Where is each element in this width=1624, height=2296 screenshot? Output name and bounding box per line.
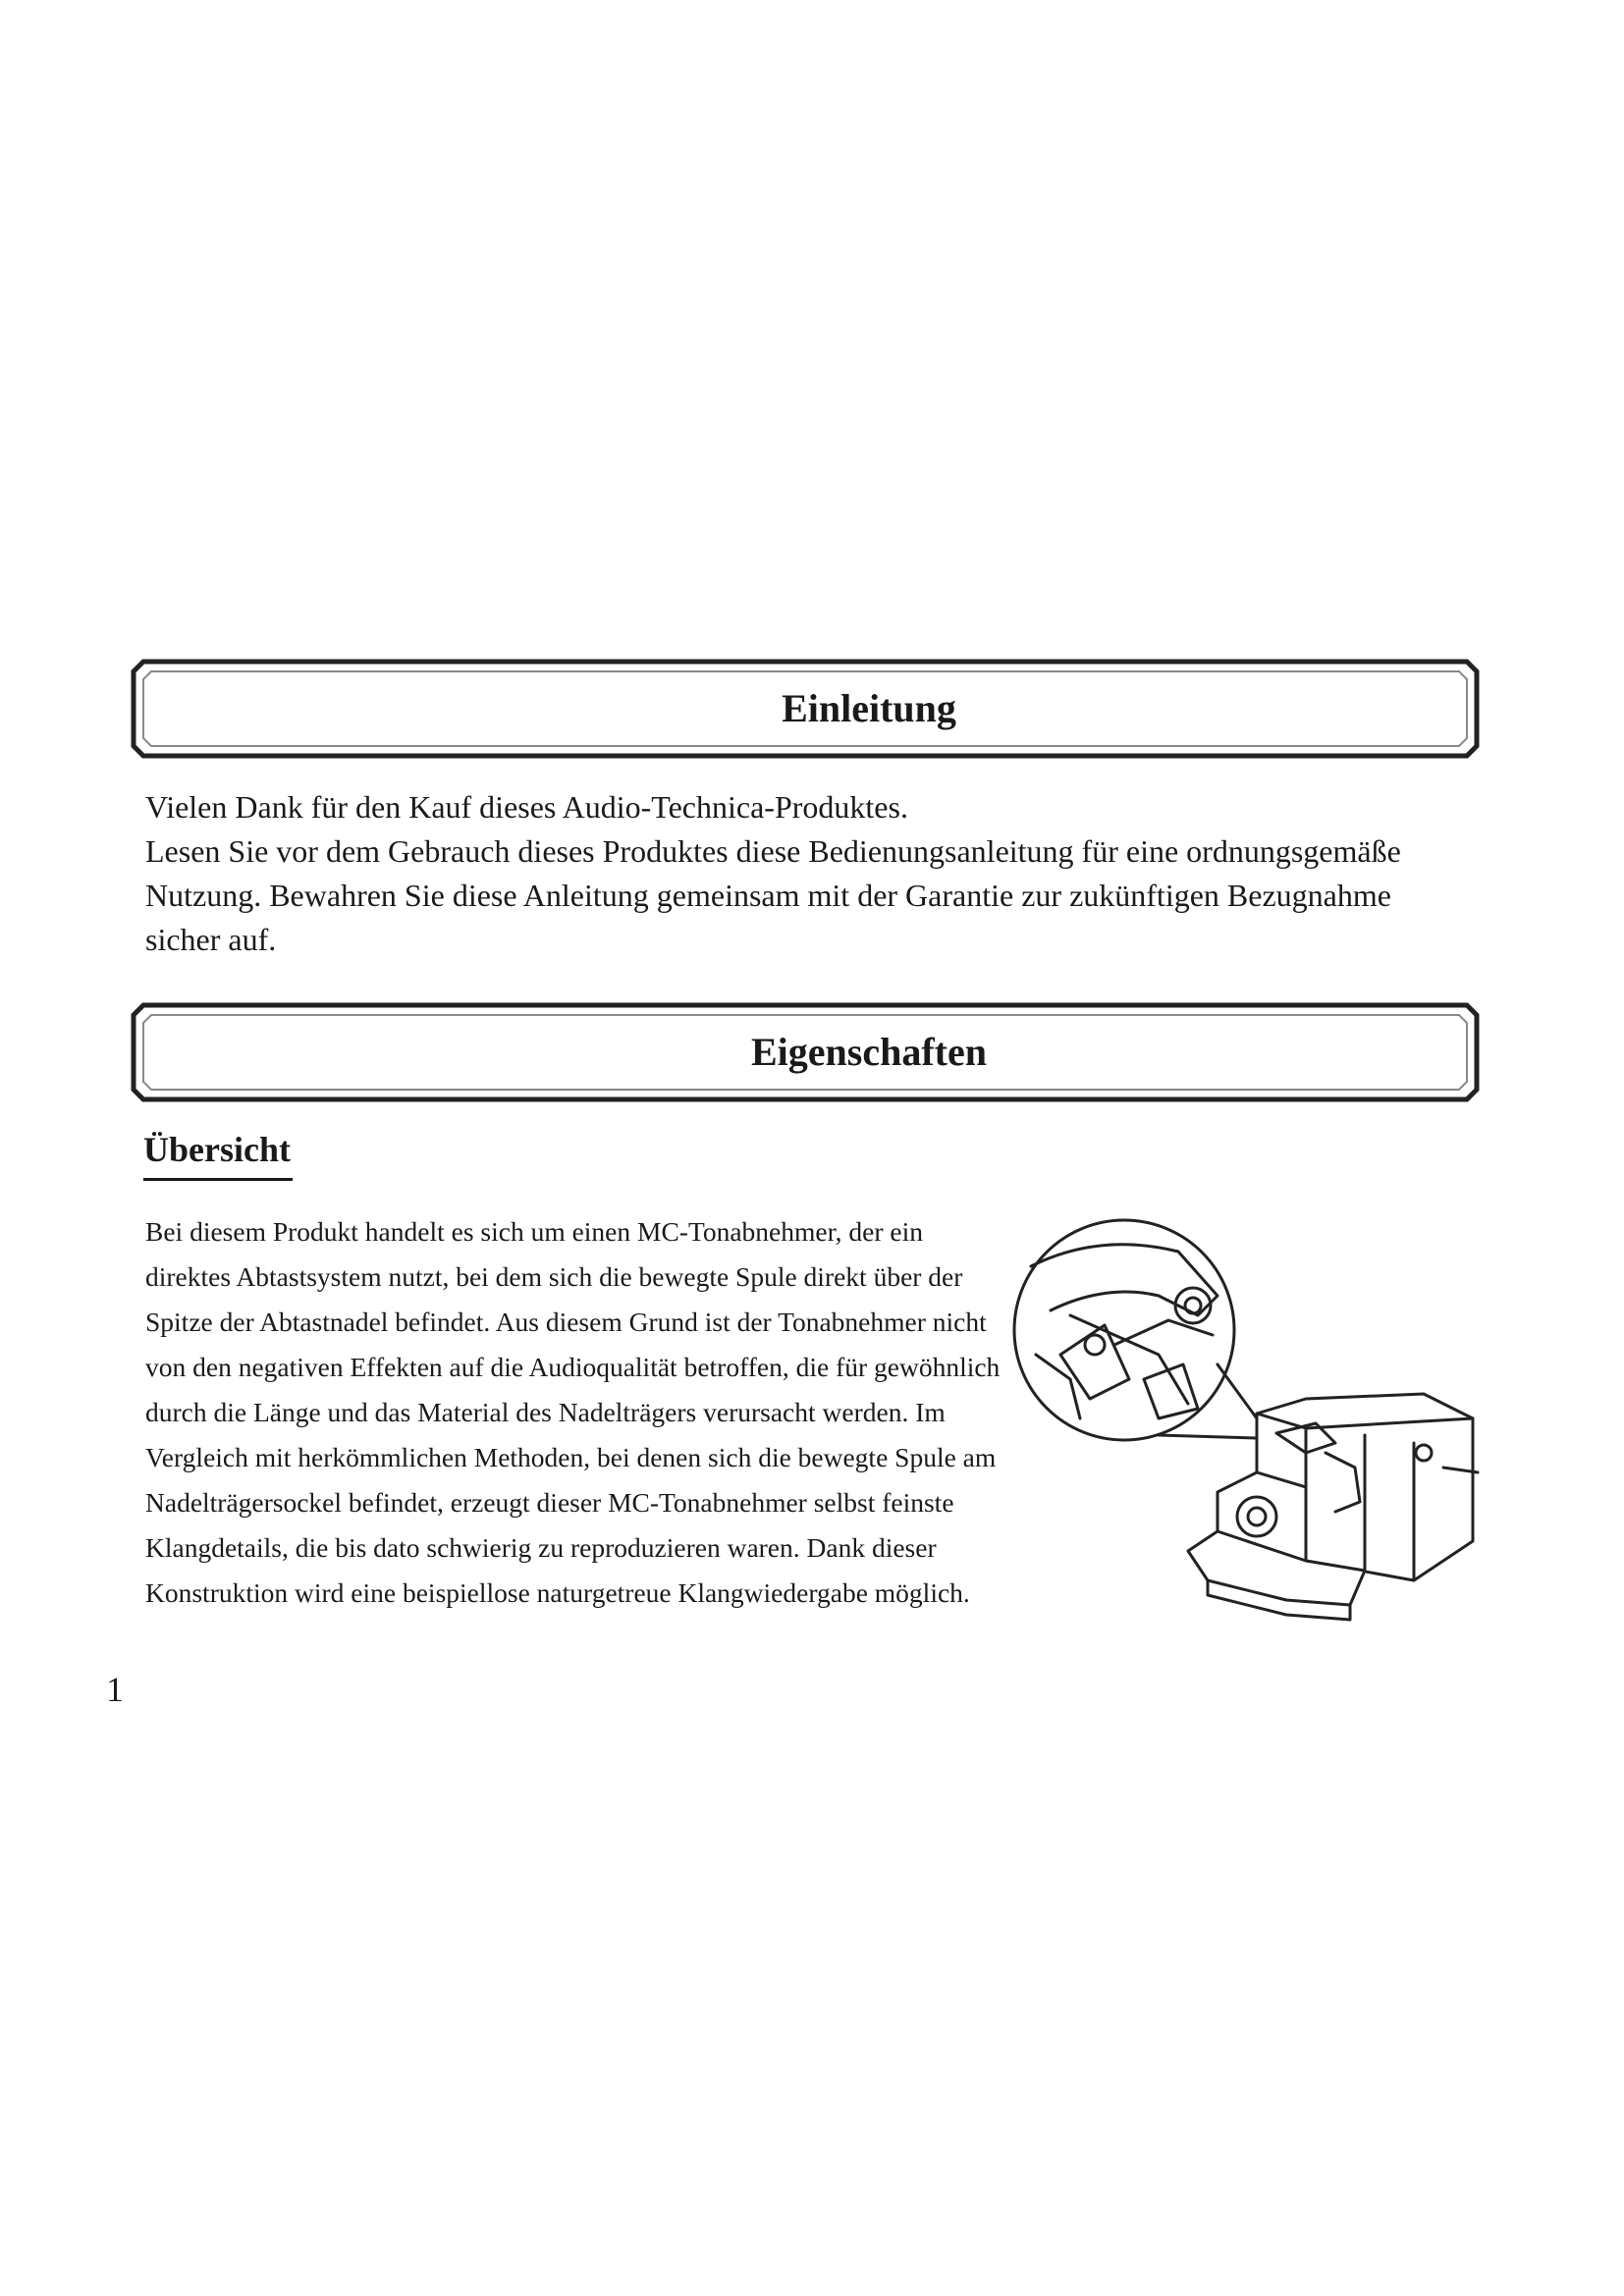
- cartridge-illustration-icon: [1011, 1207, 1502, 1669]
- section-banner-intro: [130, 658, 1481, 760]
- section-title-intro: Einleitung: [782, 686, 956, 730]
- intro-line-thanks: Vielen Dank für den Kauf dieses Audio-Technica-Produktes.: [145, 789, 908, 825]
- subheading-overview: Übersicht: [143, 1129, 293, 1181]
- intro-line-instructions: Lesen Sie vor dem Gebrauch dieses Produktes diese Bedienungsanleitung für eine ordnungsgemäße Nutzung. Bewahren Sie diese Anleitung gemeinsam mit der Garantie zur zukünftigen Bezugnahme sicher auf.: [145, 833, 1401, 957]
- section-banner-features: [130, 1001, 1481, 1103]
- overview-paragraph: Bei diesem Produkt handelt es sich um einen MC-Tonabnehmer, der ein direktes Abtastsystem nutzt, bei dem sich die bewegte Spule direkt über der Spitze der Abtastnadel befindet. Aus diesem Grund ist der Tonabnehmer nicht von den negativen Effekten auf die Audioqualität betroffen, die für gewöhnlich durch die Länge und das Material des Nadelträgers verursacht werden. Im Vergleich mit herkömmlichen Methoden, bei denen sich die bewegte Spule am Nadelträgersockel befindet, erzeugt dieser MC-Tonabnehmer selbst feinste Klangdetails, die bis dato schwierig zu reproduzieren waren. Dank dieser Konstruktion wird eine beispiellose naturgetreue Klangwiedergabe möglich.: [145, 1216, 1001, 1608]
- section-title-features: Eigenschaften: [751, 1030, 987, 1074]
- page-number: 1: [106, 1670, 124, 1709]
- intro-paragraph: [145, 785, 1461, 962]
